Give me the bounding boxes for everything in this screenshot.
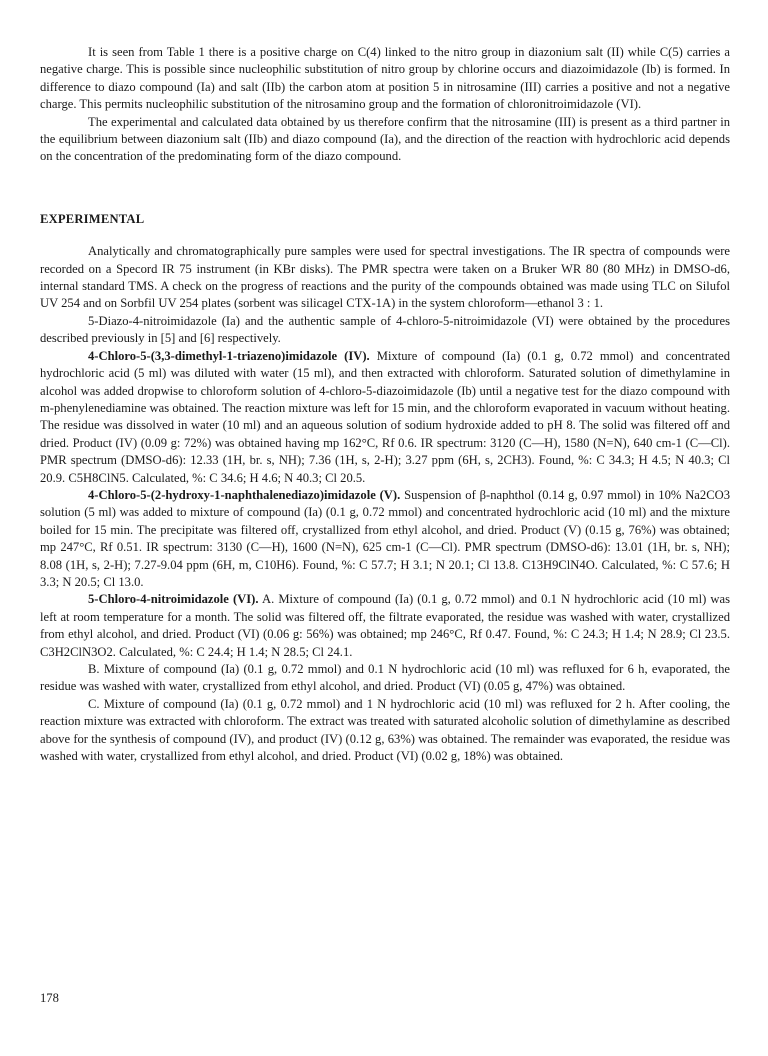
intro-paragraph-1: It is seen from Table 1 there is a positive charge on C(4) linked to the nitro group in diazonium salt (II) while C(5) carries a negative charge. This is possible since nucleophilic substitution of nitro group by chlorine occurs and diazoimidazole (Ib) is formed. In difference to diazo compound (Ia) and salt (IIb) the carbon atom at position 5 in nitrosamine (III) carries a positive and not a negative charge. This permits nucleophilic substitution of the nitrosamino group and the formation of chloronitroimidazole (VI). (40, 45, 730, 112)
experimental-paragraph-1: Analytically and chromatographically pure samples were used for spectral investigations. The IR spectra of compounds were recorded on a Specord IR 75 instrument (in KBr disks). The PMR spectra were taken on a Bruker WR 80 (80 MHz) in DMSO-d6, internal standard TMS. A check on the progress of reactions and the purity of the compounds obtained was made using TLC on Silufol UV 254 and on Sorbfil UV 254 plates (sorbent was silicagel CTX-1A) in the system chloroform—ethanol 3 : 1. (40, 244, 730, 311)
compound-v-paragraph (40, 487, 730, 591)
compound-v-title: 4-Chloro-5-(2-hydroxy-1-naphthalenediazo)imidazole (V). (88, 487, 401, 502)
compound-vi-paragraph (40, 591, 730, 661)
compound-v-body: Suspension of β-naphthol (0.14 g, 0.97 mmol) in 10% Na2CO3 solution (5 ml) was added to mixture of compound (Ia) (0.1 g, 0.72 mmol) and concentrated hydrochloric acid (10 ml) and the mixture boiled for 15 min. The precipitate was filtered off, crystallized from ethyl alcohol, and dried. Product (V) (0.15 g, 76%) was obtained; mp 247°C, Rf 0.51. IR spectrum: 3130 (C—H), 1600 (N=N), 625 cm-1 (C—Cl). PMR spectrum (DMSO-d6): 13.01 (1H, br. s, NH); 8.08 (1H, s, 2-H); 7.27-9.04 ppm (6H, m, C10H6). Found, %: C 57.7; H 3.1; N 20.1; Cl 13.8. C13H9ClN4O. Calculated, %: C 57.6; H 3.3; N 20.5; Cl 13.0. (40, 487, 730, 589)
method-b-paragraph: B. Mixture of compound (Ia) (0.1 g, 0.72 mmol) and 0.1 N hydrochloric acid (10 ml) was refluxed for 6 h, evaporated, the residue was washed with water, crystallized from ethyl alcohol, and dried. Product (VI) (0.05 g, 47%) was obtained. (40, 662, 730, 694)
compound-iv-body: Mixture of compound (Ia) (0.1 g, 0.72 mmol) and concentrated hydrochloric acid (5 ml) was diluted with water (15 ml), and then extracted with chloroform. Saturated solution of dimethylamine in alcohol was added dropwise to chloroform solution of 4-chloro-5-diazoimidazole (Ib) until a negative test for the diazo compound with m-phenylenediamine was obtained. The reaction mixture was left for 15 min, and the chloroform evaporated in vacuum without heating. The residue was dissolved in water (10 ml) and an aqueous solution of sodium hydroxide added to pH 8. The solid was filtered off and dried. Product (IV) (0.09 g: 72%) was obtained having mp 162°C, Rf 0.6. IR spectrum: 3120 (C—H), 1580 (N=N), 640 cm-1 (C—Cl). PMR spectrum (DMSO-d6): 12.33 (1H, br. s, NH); 7.36 (1H, s, 2-H); 3.27 ppm (6H, s, 2CH3). Found, %: C 34.3; H 4.5; N 40.3; Cl 20.9. C5H8ClN5. Calculated, %: C 34.6; H 4.6; N 40.3; Cl 20.5. (40, 348, 730, 485)
intro-paragraph-2: The experimental and calculated data obtained by us therefore confirm that the nitrosamine (III) is present as a third partner in the equilibrium between diazonium salt (IIb) and diazo compound (Ia), and the direction of the reaction with hydrochloric acid depends on the concentration of the predominating form of the diazo compound. (40, 114, 730, 164)
compound-vi-title: 5-Chloro-4-nitroimidazole (VI). (88, 592, 259, 607)
compound-iv-paragraph (40, 348, 730, 487)
experimental-heading: EXPERIMENTAL (40, 211, 145, 226)
compound-iv-title: 4-Chloro-5-(3,3-dimethyl-1-triazeno)imidazole (IV). (88, 348, 370, 363)
article-page (40, 44, 730, 765)
page-number: 178 (40, 991, 59, 1005)
compound-vi-body: A. Mixture of compound (Ia) (0.1 g, 0.72 mmol) and 0.1 N hydrochloric acid (10 ml) was left at room temperature for a month. The solid was filtered off, the filtrate evaporated, the residue was washed with water, crystallized from ethyl alcohol, and dried. Product (VI) (0.06 g: 56%) was obtained; mp 246°C, Rf 0.47. Found, %: C 24.3; H 1.4; N 28.9; Cl 23.5. C3H2ClN3O2. Calculated, %: C 24.4; H 1.4; N 28.5; Cl 24.1. (40, 592, 731, 659)
method-c-paragraph: C. Mixture of compound (Ia) (0.1 g, 0.72 mmol) and 1 N hydrochloric acid (10 ml) was refluxed for 2 h. After cooling, the reaction mixture was extracted with chloroform. The extract was treated with saturated alcoholic solution of dimethylamine as described above for the synthesis of compound (IV), and product (IV) (0.12 g, 63%) was obtained. The remainder was evaporated, the residue was washed with water, crystallized from ethyl alcohol, and dried. Product (VI) (0.02 g, 18%) was obtained. (40, 696, 730, 764)
experimental-paragraph-2: 5-Diazo-4-nitroimidazole (Ia) and the authentic sample of 4-chloro-5-nitroimidazole (VI) were obtained by the procedures described previously in [5] and [6] respectively. (40, 313, 730, 346)
